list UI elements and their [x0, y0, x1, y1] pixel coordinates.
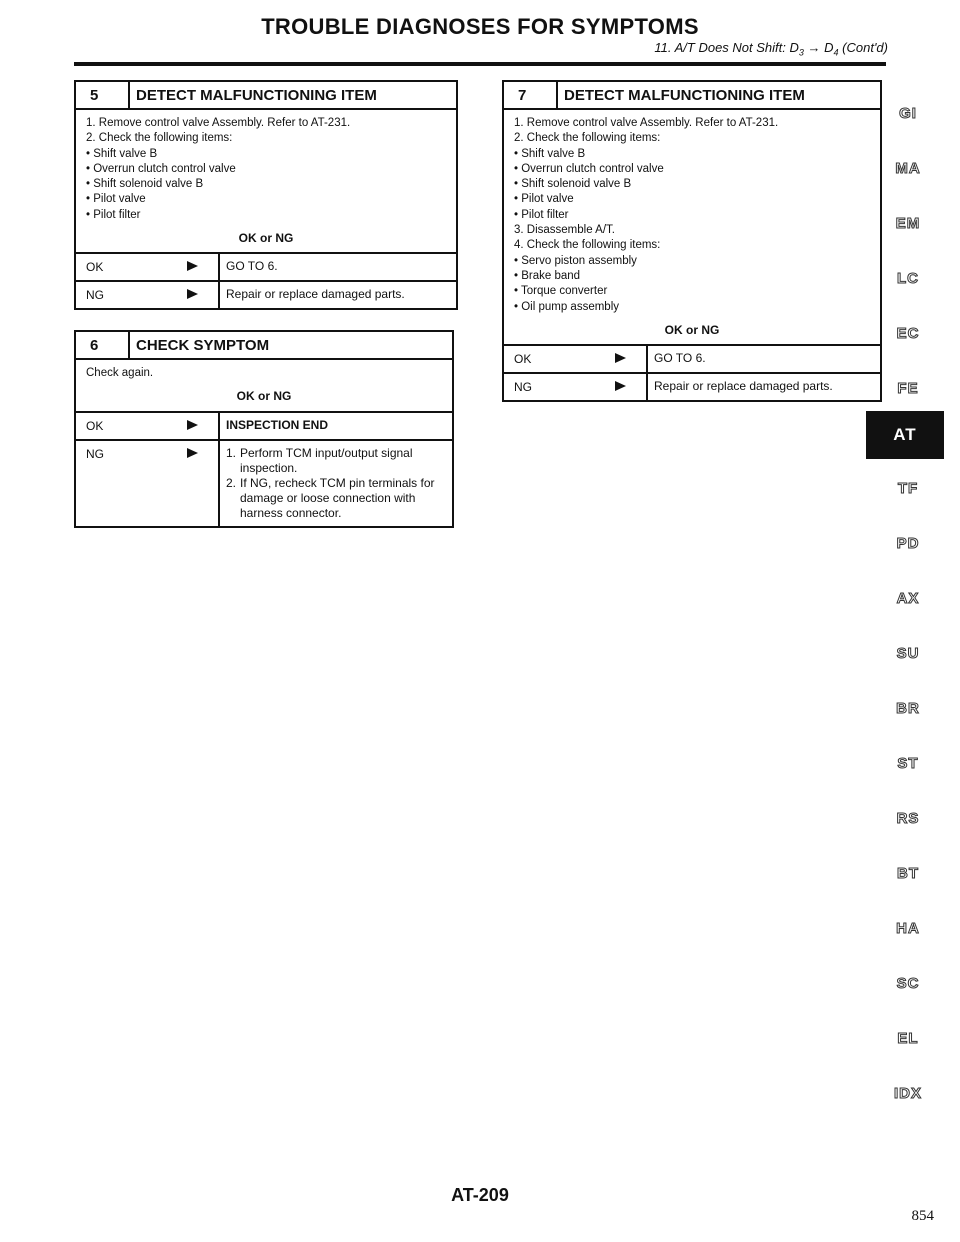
result-ok-label: OK	[86, 418, 104, 433]
step-5-ok-or-ng: OK or NG	[238, 231, 294, 246]
result-ok-label: OK	[514, 352, 532, 367]
step-7-line: 4. Check the following items:	[514, 239, 661, 252]
step-6-header	[76, 332, 452, 360]
result-ok-action: GO TO 6.	[218, 254, 456, 280]
step-5-body	[76, 110, 456, 252]
step-7-line: • Brake band	[514, 269, 581, 282]
arrow-right-icon	[594, 346, 646, 372]
step-5-line: • Pilot filter	[86, 208, 141, 221]
step-7-header	[504, 82, 880, 110]
section-tab-bt[interactable]: BT	[897, 864, 919, 882]
step-7-box	[502, 80, 882, 402]
step-7-line: • Pilot valve	[514, 193, 574, 206]
arrow-right-icon	[166, 441, 218, 526]
section-tab-em[interactable]: EM	[895, 214, 921, 232]
section-tab-ha[interactable]: HA	[896, 919, 920, 937]
step-7-body	[504, 110, 880, 344]
arrow-right-icon	[166, 413, 218, 439]
step-5-line: 1. Remove control valve Assembly. Refer to AT-231.	[86, 117, 351, 129]
step-5-title: DETECT MALFUNCTIONING ITEM	[136, 86, 377, 104]
step-6-number: 6	[76, 332, 130, 358]
step-6-ok-or-ng: OK or NG	[236, 389, 292, 404]
step-5-line: • Shift valve B	[86, 147, 158, 160]
step-7-line: 2. Check the following items:	[514, 132, 661, 145]
step-5-result-ng	[76, 280, 456, 308]
step-7-line: 1. Remove control valve Assembly. Refer to AT-231.	[514, 117, 779, 129]
section-tab-ax[interactable]: AX	[896, 589, 920, 607]
ng-action-step-2: If NG, recheck TCM pin terminals for damage or loose connection with harness connector.	[240, 475, 435, 520]
step-7-result-ng	[504, 372, 880, 400]
section-tab-ec[interactable]: EC	[896, 324, 920, 342]
step-7-line: • Torque converter	[514, 285, 608, 298]
section-tab-br[interactable]: BR	[896, 699, 920, 717]
section-tab-tf[interactable]: TF	[897, 479, 919, 497]
section-tab-at-active[interactable]: AT	[866, 411, 944, 459]
step-7-result-ok	[504, 344, 880, 372]
step-5-header	[76, 82, 456, 110]
page-title: TROUBLE DIAGNOSES FOR SYMPTOMS	[261, 14, 699, 39]
page-subtitle: 11. A/T Does Not Shift: $D_3 \to D_4$ (Cont'd)	[654, 40, 888, 58]
page-code: AT-209	[451, 1185, 509, 1205]
step-6-box	[74, 330, 454, 528]
section-tab-rs[interactable]: RS	[896, 809, 920, 827]
step-6-result-ok	[76, 411, 452, 439]
section-tab-st[interactable]: ST	[897, 754, 919, 772]
step-5-line: • Pilot valve	[86, 193, 146, 206]
arrow-right-icon	[166, 282, 218, 308]
section-tab-fe[interactable]: FE	[897, 379, 919, 397]
step-5-line: • Shift solenoid valve B	[86, 178, 204, 191]
step-7-line: • Oil pump assembly	[514, 300, 620, 313]
step-6-line: Check again.	[86, 367, 154, 379]
step-7-line: • Pilot filter	[514, 208, 569, 221]
step-7-ok-or-ng: OK or NG	[664, 322, 720, 337]
section-tab-pd[interactable]: PD	[896, 534, 920, 552]
step-7-line: • Servo piston assembly	[514, 254, 637, 267]
section-tab-lc[interactable]: LC	[897, 269, 919, 287]
step-7-line: • Overrun clutch control valve	[514, 162, 664, 175]
step-7-line: 3. Disassemble A/T.	[514, 224, 615, 237]
step-6-body	[76, 360, 452, 411]
section-tab-gi[interactable]: GI	[899, 104, 917, 122]
result-ng-label: NG	[514, 380, 532, 395]
step-7-title: DETECT MALFUNCTIONING ITEM	[564, 86, 805, 104]
step-5-line: • Overrun clutch control valve	[86, 162, 236, 175]
section-tab-ma[interactable]: MA	[895, 159, 921, 177]
arrow-right-icon	[594, 374, 646, 400]
section-tab-su[interactable]: SU	[896, 644, 920, 662]
step-5-result-ok	[76, 252, 456, 280]
step-6-result-ng	[76, 439, 452, 526]
section-tab-el[interactable]: EL	[897, 1029, 919, 1047]
result-ng-label: NG	[86, 446, 104, 461]
step-7-number: 7	[504, 82, 558, 108]
arrow-right-icon	[166, 254, 218, 280]
step-5-number: 5	[76, 82, 130, 108]
section-tab-idx[interactable]: IDX	[893, 1084, 922, 1102]
result-ng-action: Repair or replace damaged parts.	[646, 374, 880, 400]
header-rule	[74, 62, 886, 66]
result-ok-action: INSPECTION END	[218, 413, 452, 439]
step-6-title: CHECK SYMPTOM	[136, 336, 270, 354]
step-5-box	[74, 80, 458, 310]
step-7-line: • Shift solenoid valve B	[514, 178, 632, 191]
result-ok-label: OK	[86, 260, 104, 275]
result-ok-action: GO TO 6.	[646, 346, 880, 372]
result-ng-label: NG	[86, 288, 104, 303]
step-5-line: 2. Check the following items:	[86, 132, 233, 145]
section-tab-sc[interactable]: SC	[896, 974, 920, 992]
step-7-line: • Shift valve B	[514, 147, 586, 160]
result-ng-action: Repair or replace damaged parts.	[218, 282, 456, 308]
ng-action-step-1: Perform TCM input/output signal inspection.	[240, 445, 413, 475]
result-ng-action: 1. Perform TCM input/output signal inspection. 2. If NG, recheck TCM pin terminals for damage or loose connection with harness connector.	[218, 441, 452, 526]
page-number: 854	[911, 1208, 934, 1224]
